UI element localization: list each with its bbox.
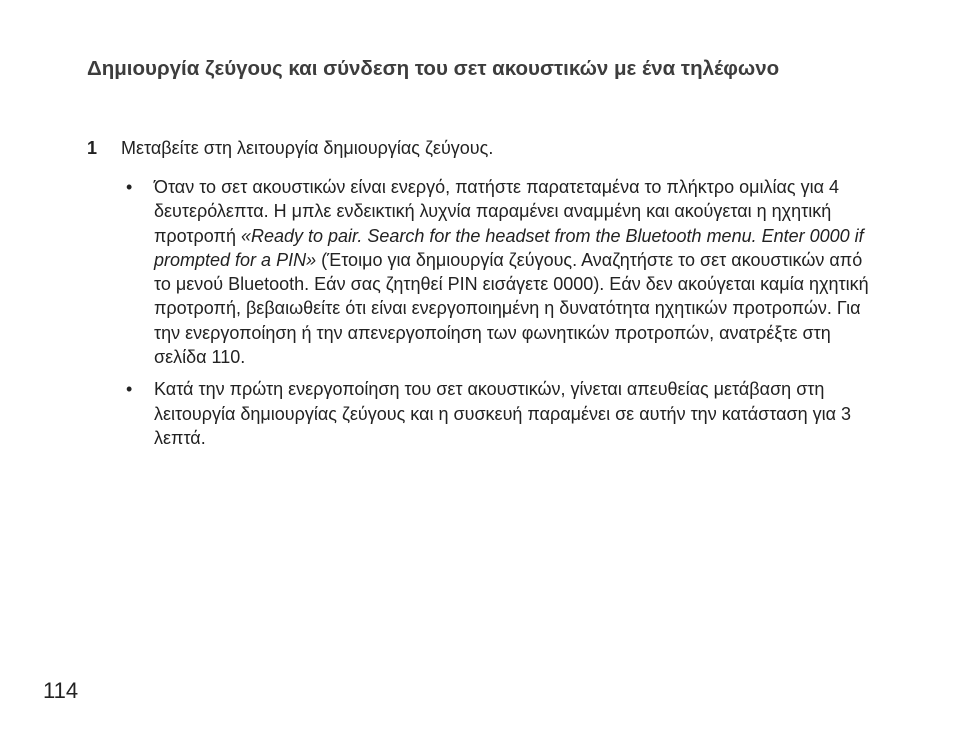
voice-prompt-quote: «Ready to pair. Search for the headset from the Bluetooth menu. Enter 0000 if prompted for a PIN»: [154, 225, 864, 270]
step-1: [87, 136, 887, 160]
bullet-item-2: [124, 377, 884, 450]
step-text: Μεταβείτε στη λειτουργία δημιουργίας ζεύγους.: [121, 138, 494, 158]
bullet-marker: •: [126, 177, 133, 197]
section-title: Δημιουργία ζεύγους και σύνδεση του σετ ακουστικών με ένα τηλέφωνο: [87, 57, 780, 80]
page-number: 114: [43, 678, 79, 703]
bullet-list: [124, 175, 884, 458]
bullet-1-text-after: (Έτοιμο για δημιουργία ζεύγους. Αναζητήστε το σετ ακουστικών από το μενού Bluetooth. Εάν σας ζητηθεί PIN εισάγετε 0000). Εάν δεν ακούγεται καμία ηχητική προτροπή, βεβαιωθείτε ότι είναι ενεργοποιημένη η δυνατότητα ηχητικών προτροπών. Για την ενεργοποίηση ή την απενεργοποίηση των φωνητικών προτροπών, ανατρέξτε στη σελίδα 110.: [154, 249, 869, 368]
bullet-1-text-before: Όταν το σετ ακουστικών είναι ενεργό, πατήστε παρατεταμένα το πλήκτρο ομιλίας για 4 δευτερόλεπτα. Η μπλε ενδεικτική λυχνία παραμένει αναμμένη και ακούγεται η ηχητική προτροπή: [154, 177, 840, 246]
bullet-2-text: Κατά την πρώτη ενεργοποίηση του σετ ακουστικών, γίνεται απευθείας μετάβαση στη λειτουργία δημιουργίας ζεύγους και η συσκευή παραμένει σε αυτήν την κατάσταση για 3 λεπτά.: [154, 379, 852, 448]
bullet-marker: •: [126, 379, 133, 400]
bullet-item-1: [124, 175, 884, 369]
step-number: 1: [87, 138, 98, 158]
